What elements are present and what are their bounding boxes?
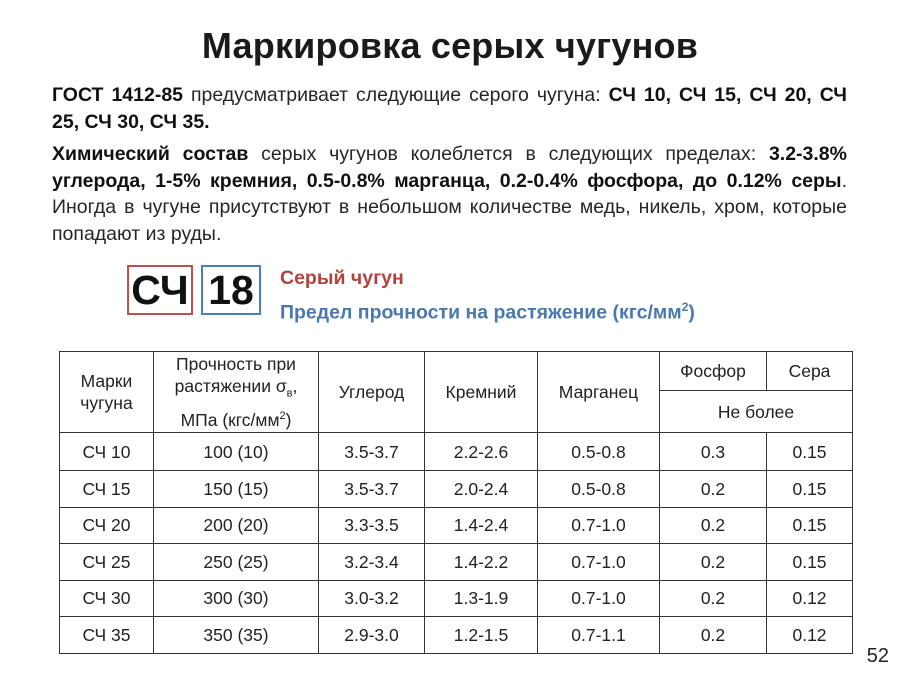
cell-si: 1.3-1.9 <box>425 580 538 617</box>
table-row <box>60 433 853 471</box>
cell-strength: 100 (10) <box>154 433 319 471</box>
gost-text: предусматривает следующие серого чугуна: <box>183 84 609 106</box>
cell-si: 1.2-1.5 <box>425 617 538 654</box>
cell-c: 3.0-3.2 <box>319 580 425 617</box>
grade-code-box: СЧ <box>127 265 193 315</box>
header-strength: Прочность при растяжении $\sigma_в$, МПа $(кгс/мм^2)$ <box>154 352 319 433</box>
cell-mn: 0.7-1.0 <box>538 507 660 544</box>
table-row <box>60 471 853 508</box>
table-row <box>60 580 853 617</box>
header-max-note: Не более <box>660 391 853 433</box>
cell-c: 3.3-3.5 <box>319 507 425 544</box>
cell-si: 2.0-2.4 <box>425 471 538 508</box>
composition-term: Химический состав <box>52 143 249 165</box>
cell-mn: 0.5-0.8 <box>538 433 660 471</box>
cell-c: 3.5-3.7 <box>319 433 425 471</box>
cell-s: 0.15 <box>767 471 853 508</box>
cell-s: 0.15 <box>767 433 853 471</box>
cell-p: 0.2 <box>660 617 767 654</box>
cell-strength: 150 (15) <box>154 471 319 508</box>
header-manganese: Марганец <box>538 352 660 433</box>
cell-grade: СЧ 25 <box>60 544 154 581</box>
table-row <box>60 617 853 654</box>
cell-si: 2.2-2.6 <box>425 433 538 471</box>
grades-table <box>59 351 853 654</box>
grade-number-label: Предел прочности на растяжение $(кгс/мм^2)$ <box>280 300 695 324</box>
page-title: Маркировка серых чугунов <box>201 25 699 66</box>
cell-grade: СЧ 10 <box>60 433 154 471</box>
cell-si: 1.4-2.4 <box>425 507 538 544</box>
cell-grade: СЧ 35 <box>60 617 154 654</box>
grade-code-label: Серый чугун <box>280 267 404 289</box>
cell-s: 0.12 <box>767 580 853 617</box>
cell-c: 2.9-3.0 <box>319 617 425 654</box>
header-phosphorus: Фосфор <box>660 352 767 391</box>
gost-grades: СЧ 10, СЧ 15, СЧ 20, СЧ 25, СЧ 30, СЧ 35. <box>52 84 847 133</box>
page-number: 52 <box>866 645 889 667</box>
header-carbon: Углерод <box>319 352 425 433</box>
gost-paragraph <box>52 82 847 135</box>
cell-s: 0.12 <box>767 617 853 654</box>
cell-s: 0.15 <box>767 507 853 544</box>
table-row <box>60 507 853 544</box>
cell-c: 3.5-3.7 <box>319 471 425 508</box>
header-sulfur: Сера <box>767 352 853 391</box>
cell-grade: СЧ 15 <box>60 471 154 508</box>
composition-paragraph <box>52 141 847 247</box>
composition-values: 3.2-3.8% углерода, 1-5% кремния, 0.5-0.8% марганца, 0.2-0.4% фосфора, до 0.12% серы <box>52 143 847 192</box>
cell-p: 0.2 <box>660 471 767 508</box>
cell-grade: СЧ 30 <box>60 580 154 617</box>
cell-s: 0.15 <box>767 544 853 581</box>
table-header-row <box>60 352 853 391</box>
cell-grade: СЧ 20 <box>60 507 154 544</box>
cell-strength: 200 (20) <box>154 507 319 544</box>
cell-si: 1.4-2.2 <box>425 544 538 581</box>
cell-mn: 0.5-0.8 <box>538 471 660 508</box>
cell-mn: 0.7-1.0 <box>538 580 660 617</box>
cell-p: 0.2 <box>660 507 767 544</box>
cell-c: 3.2-3.4 <box>319 544 425 581</box>
cell-strength: 300 (30) <box>154 580 319 617</box>
cell-p: 0.2 <box>660 544 767 581</box>
cell-p: 0.2 <box>660 580 767 617</box>
grade-number-box: 18 <box>201 265 261 315</box>
header-silicon: Кремний <box>425 352 538 433</box>
cell-mn: 0.7-1.1 <box>538 617 660 654</box>
composition-note: . Иногда в чугуне присутствуют в небольшом количестве медь, никель, хром, которые попадают из руды. <box>52 169 847 245</box>
cell-strength: 250 (25) <box>154 544 319 581</box>
table-row <box>60 544 853 581</box>
cell-p: 0.3 <box>660 433 767 471</box>
cell-strength: 350 (35) <box>154 617 319 654</box>
composition-text: серых чугунов колеблется в следующих пределах: <box>248 143 769 165</box>
cell-mn: 0.7-1.0 <box>538 544 660 581</box>
gost-reference: ГОСТ 1412-85 <box>52 84 184 106</box>
header-grade: Марки чугуна <box>60 352 154 433</box>
